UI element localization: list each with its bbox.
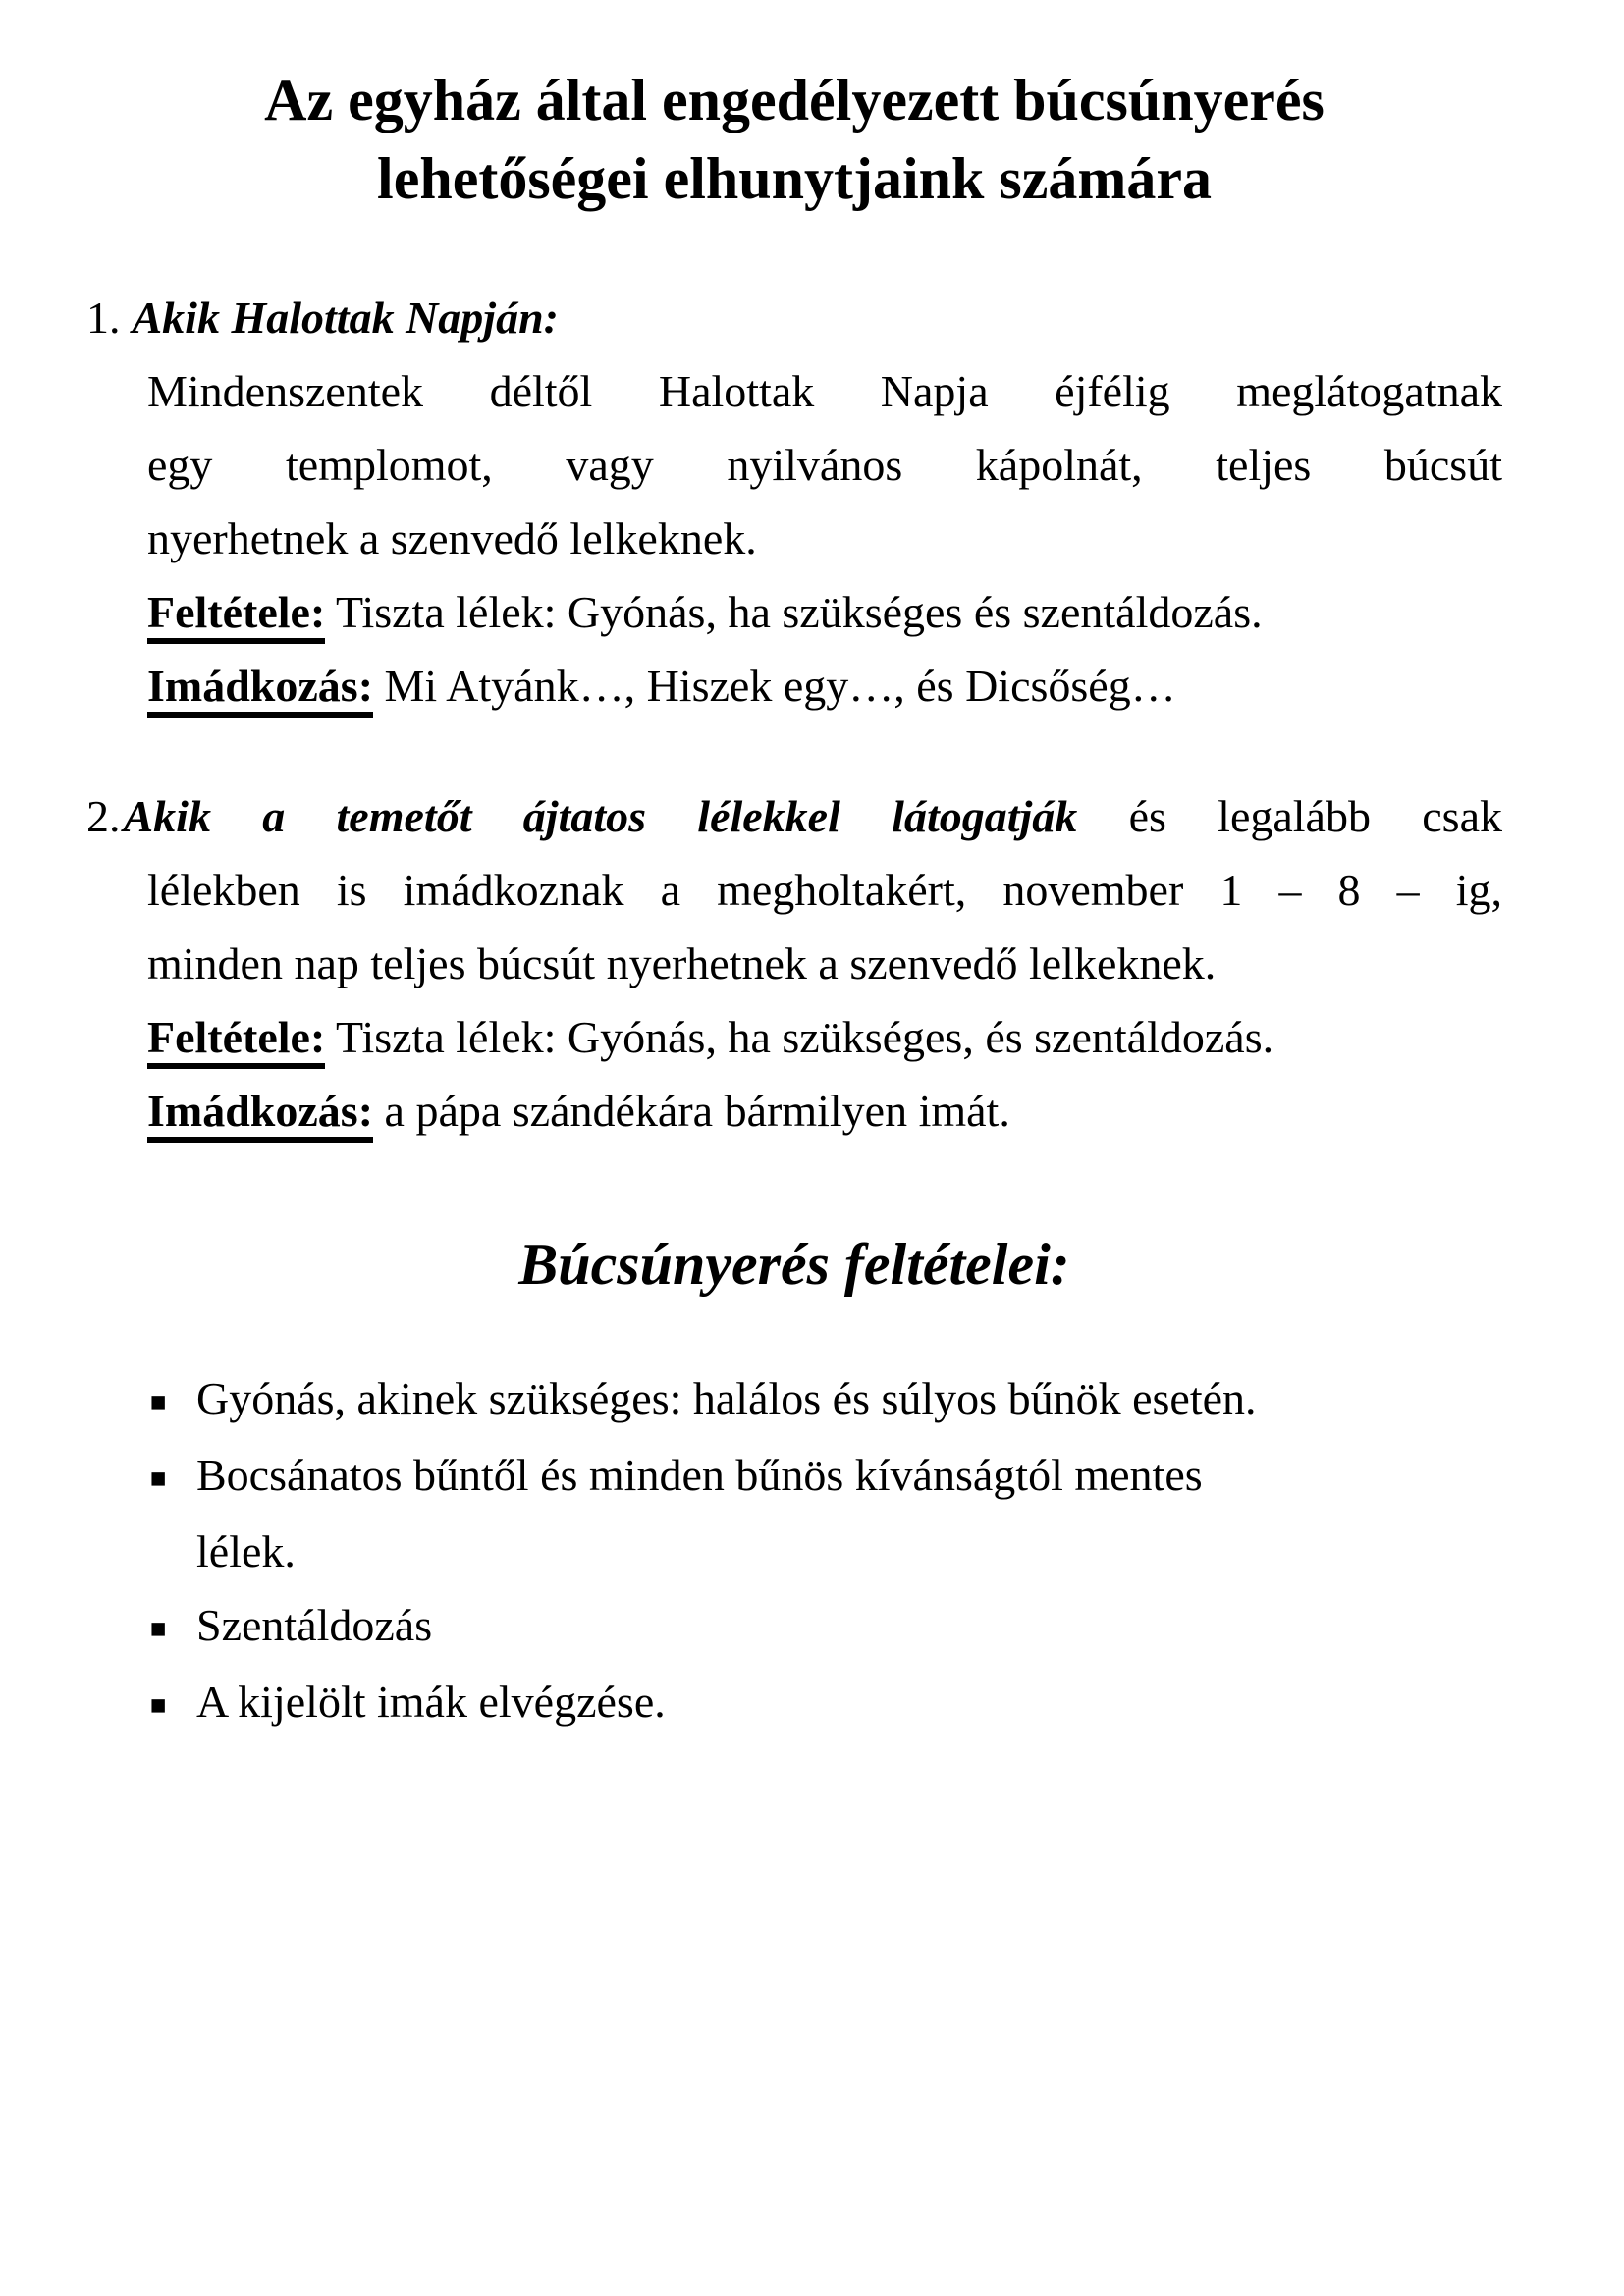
list-item-text: A kijelölt imák elvégzése. xyxy=(196,1677,666,1727)
section-1-body-line: Mindenszentek déltől Halottak Napja éjfélig meglátogatnak xyxy=(147,366,1502,416)
list-item-text: Gyónás, akinek szükséges: halálos és súlyos bűnök esetén. xyxy=(196,1373,1257,1423)
section-1-heading-text: Akik Halottak Napján: xyxy=(132,293,559,343)
title-line-2: lehetőségei elhunytjaink számára xyxy=(377,146,1212,211)
section-2-heading-text: Akik a temetőt ájtatos lélekkel látogatják xyxy=(123,791,1078,841)
section-2-body-line: lélekben is imádkoznak a megholtakért, november 1 – 8 – ig, xyxy=(147,865,1502,915)
section-2-heading xyxy=(86,779,1502,853)
conditions-subheading: Búcsúnyerés feltételei: xyxy=(518,1232,1070,1297)
section-1-number: 1. xyxy=(86,293,121,343)
condition-text: Tiszta lélek: Gyónás, ha szükséges és szentáldozás. xyxy=(325,587,1263,637)
prayer-text: Mi Atyánk…, Hiszek egy…, és Dicsőség… xyxy=(373,661,1176,711)
section-1-body-line: nyerhetnek a szenvedő lelkeknek. xyxy=(147,513,757,563)
section-1-body-line: egy templomot, vagy nyilvános kápolnát, teljes búcsút xyxy=(147,440,1502,490)
list-item xyxy=(149,1665,1502,1741)
square-bullet-icon: ▪ xyxy=(149,1386,168,1416)
condition-label: Feltétele: xyxy=(147,1012,325,1069)
title-line-1: Az egyház által engedélyezett búcsúnyerés xyxy=(264,68,1325,133)
list-item-text: Szentáldozás xyxy=(196,1600,433,1650)
prayer-label: Imádkozás: xyxy=(147,661,373,718)
list-item xyxy=(149,1588,1502,1665)
list-item xyxy=(149,1362,1502,1438)
prayer-label: Imádkozás: xyxy=(147,1086,373,1143)
list-item-text: Bocsánatos bűntől és minden bűnös kívánságtól mentes xyxy=(196,1450,1203,1500)
document-title xyxy=(86,61,1502,218)
square-bullet-icon: ▪ xyxy=(149,1689,168,1720)
prayer-text: a pápa szándékára bármilyen imát. xyxy=(373,1086,1010,1136)
list-item xyxy=(149,1438,1502,1515)
square-bullet-icon: ▪ xyxy=(149,1463,168,1493)
section-2-heading-rest: és legalább csak xyxy=(1077,791,1502,841)
condition-text: Tiszta lélek: Gyónás, ha szükséges, és szentáldozás. xyxy=(325,1012,1274,1062)
section-2-body-line: minden nap teljes búcsút nyerhetnek a szenvedő lelkeknek. xyxy=(147,938,1217,988)
section-2-number: 2. xyxy=(86,791,121,841)
section-1-heading xyxy=(86,281,1502,354)
section-2-condition-line xyxy=(147,1000,1502,1074)
section-1-condition-line xyxy=(147,575,1502,649)
section-2 xyxy=(86,779,1502,1148)
conditions-list xyxy=(149,1362,1502,1741)
condition-label: Feltétele: xyxy=(147,587,325,644)
section-1 xyxy=(86,281,1502,722)
section-1-prayer-line xyxy=(147,649,1502,722)
section-2-prayer-line xyxy=(147,1074,1502,1148)
square-bullet-icon: ▪ xyxy=(149,1613,168,1643)
list-item-continuation: lélek. xyxy=(196,1526,296,1576)
